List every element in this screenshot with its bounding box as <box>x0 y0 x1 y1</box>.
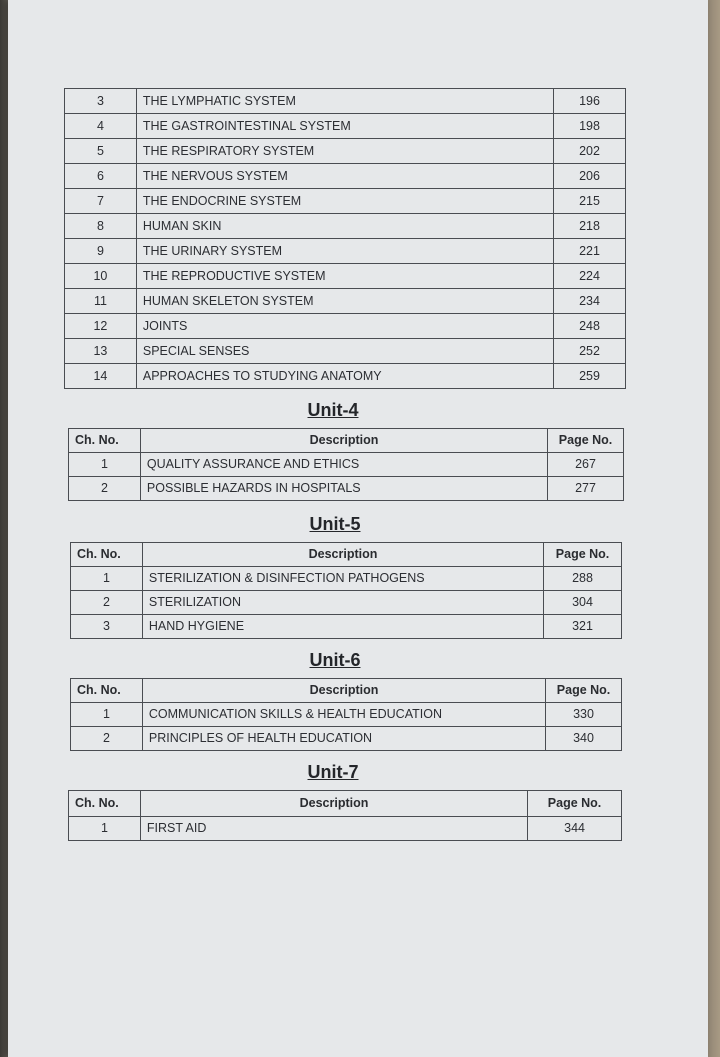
toc-table-unit-6 <box>70 678 622 751</box>
chapter-number: 10 <box>65 264 137 289</box>
table-row <box>65 289 626 314</box>
chapter-description: THE LYMPHATIC SYSTEM <box>136 89 553 114</box>
background-surface <box>706 0 720 1057</box>
unit-heading: Unit-5 <box>309 514 361 534</box>
chapter-description: THE GASTROINTESTINAL SYSTEM <box>136 114 553 139</box>
ch-no-header: Ch. No. <box>69 791 141 817</box>
chapter-description: SPECIAL SENSES <box>136 339 553 364</box>
page-no-header: Page No. <box>546 679 622 703</box>
chapter-description: STERILIZATION <box>142 591 543 615</box>
chapter-number: 1 <box>69 453 141 477</box>
page-number: 221 <box>554 239 626 264</box>
table-row <box>65 114 626 139</box>
table-header-row <box>71 543 622 567</box>
unit-heading: Unit-7 <box>307 762 359 782</box>
table-header-row <box>69 429 624 453</box>
description-header: Description <box>140 791 527 817</box>
chapter-number: 1 <box>69 817 141 841</box>
description-header: Description <box>140 429 547 453</box>
ch-no-header: Ch. No. <box>71 543 143 567</box>
chapter-description: STERILIZATION & DISINFECTION PATHOGENS <box>142 567 543 591</box>
page-number: 224 <box>554 264 626 289</box>
page-no-header: Page No. <box>544 543 622 567</box>
chapter-description: HUMAN SKIN <box>136 214 553 239</box>
chapter-number: 2 <box>69 477 141 501</box>
chapter-description: JOINTS <box>136 314 553 339</box>
chapter-description: THE RESPIRATORY SYSTEM <box>136 139 553 164</box>
toc-table-continued <box>64 88 626 389</box>
page-number: 196 <box>554 89 626 114</box>
chapter-description: COMMUNICATION SKILLS & HEALTH EDUCATION <box>142 703 545 727</box>
description-header: Description <box>142 543 543 567</box>
chapter-number: 4 <box>65 114 137 139</box>
table-row <box>71 591 622 615</box>
table-row <box>65 314 626 339</box>
table-row <box>65 139 626 164</box>
table-header-row <box>71 679 622 703</box>
page-number: 198 <box>554 114 626 139</box>
chapter-number: 3 <box>65 89 137 114</box>
page-number: 234 <box>554 289 626 314</box>
unit-heading: Unit-4 <box>307 400 359 420</box>
page-number: 248 <box>554 314 626 339</box>
page-number: 288 <box>544 567 622 591</box>
toc-table-unit-5 <box>70 542 622 639</box>
chapter-number: 13 <box>65 339 137 364</box>
chapter-number: 3 <box>71 615 143 639</box>
chapter-description: POSSIBLE HAZARDS IN HOSPITALS <box>140 477 547 501</box>
chapter-number: 1 <box>71 703 143 727</box>
chapter-description: PRINCIPLES OF HEALTH EDUCATION <box>142 727 545 751</box>
page-number: 321 <box>544 615 622 639</box>
page-number: 218 <box>554 214 626 239</box>
table-row <box>69 477 624 501</box>
chapter-description: THE NERVOUS SYSTEM <box>136 164 553 189</box>
page-number: 340 <box>546 727 622 751</box>
chapter-description: THE URINARY SYSTEM <box>136 239 553 264</box>
unit-heading: Unit-6 <box>309 650 361 670</box>
page-no-header: Page No. <box>548 429 624 453</box>
chapter-number: 12 <box>65 314 137 339</box>
table-row <box>65 89 626 114</box>
table-row <box>69 817 622 841</box>
chapter-number: 14 <box>65 364 137 389</box>
toc-table-unit-4 <box>68 428 624 501</box>
chapter-number: 2 <box>71 591 143 615</box>
page-number: 304 <box>544 591 622 615</box>
table-header-row <box>69 791 622 817</box>
page-number: 344 <box>528 817 622 841</box>
table-row <box>69 453 624 477</box>
chapter-description: HAND HYGIENE <box>142 615 543 639</box>
table-row <box>65 339 626 364</box>
description-header: Description <box>142 679 545 703</box>
table-row <box>71 703 622 727</box>
ch-no-header: Ch. No. <box>71 679 143 703</box>
page-no-header: Page No. <box>528 791 622 817</box>
table-row <box>65 214 626 239</box>
chapter-number: 2 <box>71 727 143 751</box>
page-number: 202 <box>554 139 626 164</box>
chapter-description: THE REPRODUCTIVE SYSTEM <box>136 264 553 289</box>
table-row <box>65 239 626 264</box>
table-row <box>65 189 626 214</box>
table-row <box>65 364 626 389</box>
page-number: 206 <box>554 164 626 189</box>
page-number: 252 <box>554 339 626 364</box>
toc-table-unit-7 <box>68 790 622 841</box>
page-number: 259 <box>554 364 626 389</box>
table-row <box>65 164 626 189</box>
chapter-number: 11 <box>65 289 137 314</box>
chapter-description: HUMAN SKELETON SYSTEM <box>136 289 553 314</box>
page-number: 277 <box>548 477 624 501</box>
chapter-number: 7 <box>65 189 137 214</box>
page-number: 330 <box>546 703 622 727</box>
chapter-description: QUALITY ASSURANCE AND ETHICS <box>140 453 547 477</box>
chapter-description: THE ENDOCRINE SYSTEM <box>136 189 553 214</box>
chapter-description: FIRST AID <box>140 817 527 841</box>
table-row <box>71 615 622 639</box>
document-page <box>8 0 708 1057</box>
chapter-number: 5 <box>65 139 137 164</box>
table-row <box>65 264 626 289</box>
chapter-description: APPROACHES TO STUDYING ANATOMY <box>136 364 553 389</box>
chapter-number: 1 <box>71 567 143 591</box>
table-row <box>71 567 622 591</box>
chapter-number: 8 <box>65 214 137 239</box>
chapter-number: 6 <box>65 164 137 189</box>
chapter-number: 9 <box>65 239 137 264</box>
page-number: 267 <box>548 453 624 477</box>
table-row <box>71 727 622 751</box>
ch-no-header: Ch. No. <box>69 429 141 453</box>
page-number: 215 <box>554 189 626 214</box>
